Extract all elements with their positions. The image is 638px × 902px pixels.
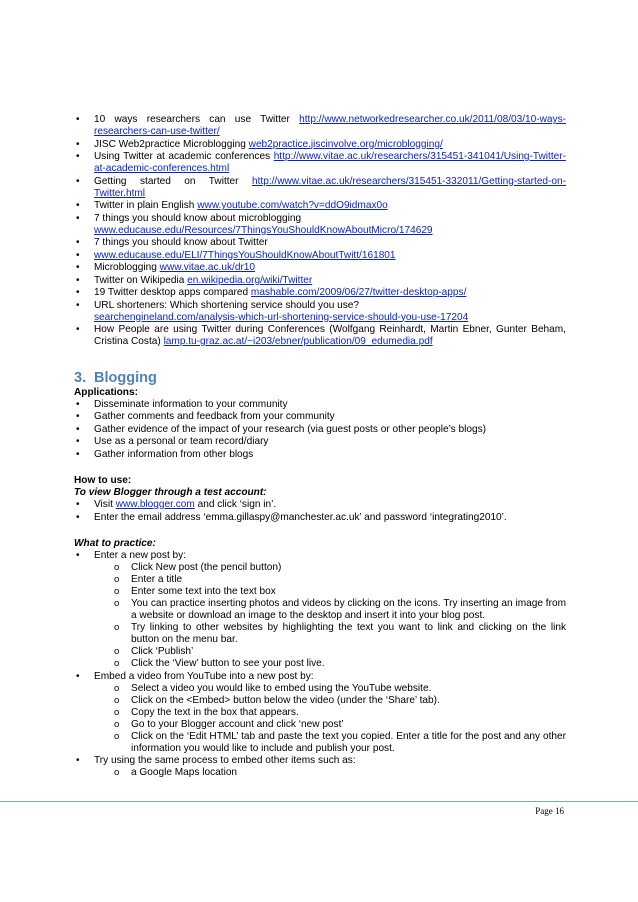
footer-divider: [0, 801, 638, 802]
step-item: o Enter some text into the text box: [94, 586, 566, 598]
reference-link[interactable]: www.educause.edu/ELI/7ThingsYouShouldKnowAboutTwitt/161801: [94, 249, 396, 261]
embed-steps: [94, 683, 566, 755]
new-post-steps: [94, 562, 566, 670]
practice-label: What to practice:: [74, 538, 156, 549]
visit-item: • Visit www.blogger.com and click ‘sign in’.: [74, 499, 566, 511]
reference-item: • 7 things you should know about microblogging www.educause.edu/Resources/7ThingsYouShouldKnowAboutMicro/174629: [74, 213, 566, 237]
reference-link[interactable]: http://www.networkedresearcher.co.uk/2011/08/03/10-ways-researchers-can-use-twitter/: [94, 114, 566, 137]
practice-item: • Embed a video from YouTube into a new post by: o Select a video you would like to embed using the YouTube website. o Click on the <Embed> button below the video (under the ‘Share’ tab). o Copy the text in the box that appears. o Go to your Blogger account and click ‘new post’ o Click on the ‘Edit HTML’ tab and paste the text you copied. Enter a title for the post and any other information you would like to include and publish your post.: [74, 671, 566, 755]
step-item: o You can practice inserting photos and videos by clicking on the icons. Try inserting an image from a website or download an image to the desktop and insert it into your blog post.: [94, 598, 566, 622]
application-item: • Use as a personal or team record/diary: [74, 436, 566, 448]
reference-item: • How People are using Twitter during Conferences (Wolfgang Reinhardt, Martin Ebner, Gunter Beham, Cristina Costa) lamp.tu-graz.ac.at/~i203/ebner/publication/09_edumedia.pdf: [74, 324, 566, 348]
how-to-use-label: How to use:: [74, 475, 132, 486]
step-item: o Copy the text in the box that appears.: [94, 707, 566, 719]
applications-list: [74, 399, 566, 461]
step-item: o Go to your Blogger account and click ‘new post’: [94, 719, 566, 731]
other-steps: [94, 767, 566, 779]
step-item: o Click ‘Publish’: [94, 646, 566, 658]
step-item: o Enter a title: [94, 574, 566, 586]
step-item: o a Google Maps location: [94, 767, 566, 779]
step-item: o Try linking to other websites by highlighting the text you want to link and clicking on the link button on the menu bar.: [94, 622, 566, 646]
reference-item: • 19 Twitter desktop apps compared mashable.com/2009/06/27/twitter-desktop-apps/: [74, 287, 566, 299]
reference-item: [74, 250, 566, 262]
reference-link[interactable]: mashable.com/2009/06/27/twitter-desktop-apps/: [250, 287, 467, 298]
page-content: [74, 114, 566, 780]
reference-item: • JISC Web2practice Microblogging web2practice.jiscinvolve.org/microblogging/: [74, 139, 566, 151]
application-item: • Gather evidence of the impact of your research (via guest posts or other people’s blogs): [74, 424, 566, 436]
reference-link[interactable]: searchengineland.com/analysis-which-url-shortening-service-should-you-use-17204: [94, 311, 469, 323]
practice-item: • Try using the same process to embed other items such as: o a Google Maps location: [74, 755, 566, 779]
step-item: o Click on the ‘Edit HTML’ tab and paste the text you copied. Enter a title for the post and any other information you would like to include and publish your post.: [94, 731, 566, 755]
step-item: o Click on the <Embed> button below the video (under the ‘Share’ tab).: [94, 695, 566, 707]
step-item: o Click New post (the pencil button): [94, 562, 566, 574]
reference-link[interactable]: www.vitae.ac.uk/dr10: [159, 262, 256, 273]
step-item: o Select a video you would like to embed using the YouTube website.: [94, 683, 566, 695]
application-item: • Gather information from other blogs: [74, 449, 566, 461]
reference-item: • Twitter on Wikipedia en.wikipedia.org/wiki/Twitter: [74, 275, 566, 287]
reference-link[interactable]: web2practice.jiscinvolve.org/microblogging/: [248, 138, 443, 150]
application-item: • Gather comments and feedback from your community: [74, 411, 566, 423]
section-heading: 3. Blogging: [74, 369, 157, 386]
email-item: • Enter the email address ‘emma.gillaspy@manchester.ac.uk’ and password ‘integrating2010’.: [74, 512, 566, 524]
reference-link[interactable]: www.educause.edu/Resources/7ThingsYouShouldKnowAboutMicro/174629: [94, 224, 433, 236]
twitter-references-list: [74, 114, 566, 348]
reference-link[interactable]: en.wikipedia.org/wiki/Twitter: [187, 274, 313, 286]
reference-link[interactable]: http://www.vitae.ac.uk/researchers/315451-332011/Getting-started-on-Twitter.html: [94, 175, 566, 199]
reference-item: • URL shorteners: Which shortening service should you use? searchengineland.com/analysis-which-url-shortening-service-should-you-use-17204: [74, 300, 566, 324]
blogger-link[interactable]: www.blogger.com: [115, 499, 195, 510]
reference-link[interactable]: http://www.vitae.ac.uk/researchers/315451-341041/Using-Twitter-at-academic-conferences.html: [94, 151, 566, 174]
reference-item: • Getting started on Twitter http://www.vitae.ac.uk/researchers/315451-332011/Getting-started-on-Twitter.html: [74, 176, 566, 200]
step-item: o Click the ‘View’ button to see your post live.: [94, 658, 566, 670]
practice-item: • Enter a new post by: o Click New post (the pencil button) o Enter a title o Enter some text into the text box o You can practice inserting photos and videos by clicking on the icons. Try inserting an image from a website or download an image to the desktop and insert it into your blog post. o Try linking to other websites by highlighting the text you want to link and clicking on the link button on the menu bar. o Click ‘Publish’ o Click the ‘View’ button to see your post live.: [74, 550, 566, 670]
page-number: Page 16: [535, 806, 564, 816]
test-account-label: To view Blogger through a test account:: [74, 487, 267, 498]
reference-item: • Using Twitter at academic conferences http://www.vitae.ac.uk/researchers/315451-341041/Using-Twitter-at-academic-conferences.html: [74, 151, 566, 175]
reference-link[interactable]: lamp.tu-graz.ac.at/~i203/ebner/publication/09_edumedia.pdf: [163, 336, 433, 347]
reference-item: • 7 things you should know about Twitter: [74, 237, 566, 249]
test-account-list: [74, 499, 566, 524]
reference-link[interactable]: www.youtube.com/watch?v=ddO9idmax0o: [197, 200, 388, 211]
application-item: • Disseminate information to your community: [74, 399, 566, 411]
reference-item: • 10 ways researchers can use Twitter http://www.networkedresearcher.co.uk/2011/08/03/10-ways-researchers-can-use-twitter/: [74, 114, 566, 138]
reference-item: • Microblogging www.vitae.ac.uk/dr10: [74, 262, 566, 274]
practice-list: [74, 550, 566, 779]
applications-label: Applications:: [74, 386, 138, 398]
reference-item: • Twitter in plain English www.youtube.com/watch?v=ddO9idmax0o: [74, 200, 566, 212]
